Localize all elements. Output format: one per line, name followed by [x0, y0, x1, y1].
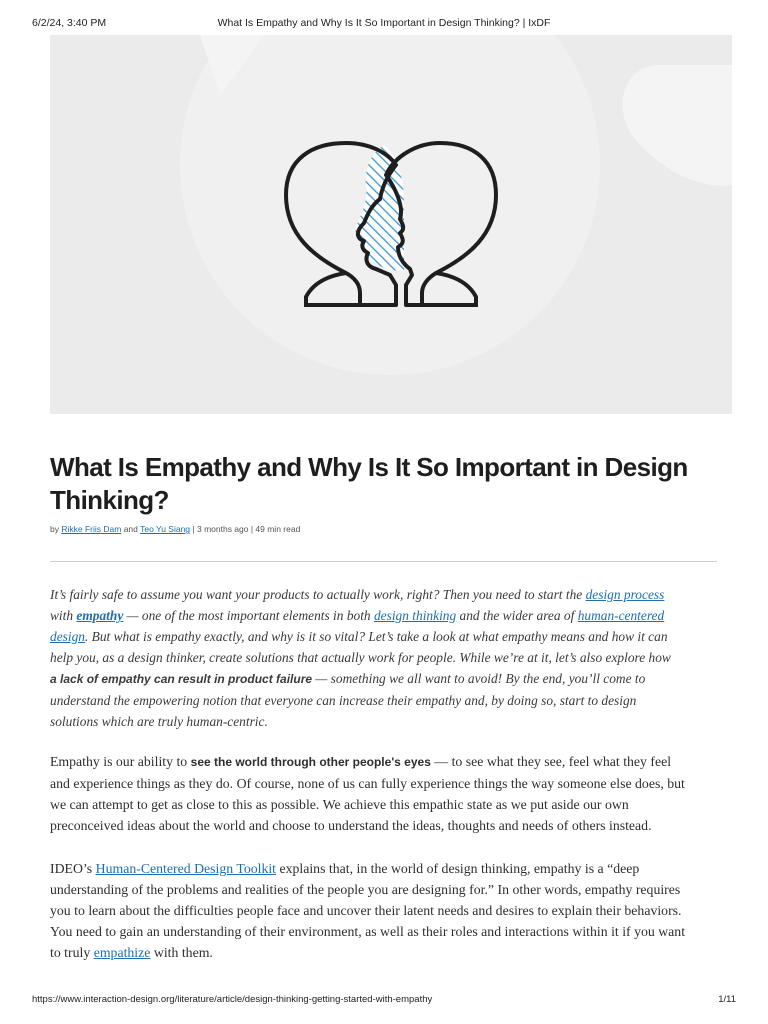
- byline-prefix: by: [50, 524, 62, 534]
- author-link-teo-yu-siang[interactable]: Teo Yu Siang: [140, 524, 191, 534]
- print-datetime: 6/2/24, 3:40 PM: [32, 17, 107, 29]
- link-design-process[interactable]: design process: [585, 587, 665, 602]
- link-human-centered-design-toolkit[interactable]: Human-Centered Design Toolkit: [95, 861, 277, 876]
- body-paragraph-2: [50, 858, 686, 963]
- paragraph-text: explains that, in the world of design thinking, empathy is a “deep understanding of the problems and realities of the people you are designing for.” In other words, empathy requires you to learn about the difficulties people face and uncover their latent needs and desires to explain their behaviors. You need to gain an understanding of their environment, as well as their roles and interactions within it if you want to truly: [50, 861, 686, 960]
- print-page-number: 1/11: [718, 994, 736, 1005]
- hero-image: [50, 35, 732, 414]
- paragraph-text: with them.: [150, 945, 213, 960]
- print-doc-title: What Is Empathy and Why Is It So Important in Design Thinking? | IxDF: [217, 17, 551, 29]
- byline: [50, 524, 300, 534]
- paragraph-text: — to see what they see, feel what they feel and experience things as they do. Of course, none of us can fully experience things the way someone else does, but we can attempt to get as close to this as possible. We achieve this empathic state as we put aside our own preconceived ideas about the world and choose to understand the ideas, thoughts and needs of others instead.: [50, 754, 685, 833]
- link-human-centered-design[interactable]: human-centered design: [50, 608, 665, 644]
- intro-text: — one of the most important elements in both: [123, 608, 374, 623]
- print-header: [32, 17, 736, 31]
- print-footer: [32, 994, 736, 1008]
- author-link-rikke-friis-dam[interactable]: Rikke Friis Dam: [61, 524, 122, 534]
- byline-meta: | 3 months ago | 49 min read: [190, 524, 301, 534]
- link-design-thinking[interactable]: design thinking: [373, 608, 457, 623]
- paragraph-text: IDEO’s: [50, 861, 96, 876]
- divider: [50, 561, 717, 562]
- link-empathy[interactable]: empathy: [76, 608, 124, 623]
- paragraph-emphasis: see the world through other people's eyes: [190, 755, 431, 769]
- article-title: What Is Empathy and Why Is It So Important in Design Thinking?: [50, 452, 688, 515]
- intro-text: with: [50, 608, 77, 623]
- paragraph-text: Empathy is our ability to: [50, 754, 191, 769]
- two-heads-overlapping-profile-icon: [50, 35, 732, 414]
- intro-text: and the wider area of: [456, 608, 578, 623]
- intro-text: . But what is empathy exactly, and why is it so vital? Let’s take a look at what empathy means and how it can help you, as a design thinker, create solutions that actually work for people. While we’re at it, let’s also explore how: [50, 629, 671, 665]
- link-empathize[interactable]: empathize: [93, 945, 151, 960]
- print-url: https://www.interaction-design.org/literature/article/design-thinking-getting-started-with-empathy: [32, 994, 433, 1005]
- intro-text: It’s fairly safe to assume you want your products to actually work, right? Then you need to start the: [50, 587, 586, 602]
- body-paragraph-1: [50, 751, 686, 836]
- byline-joiner: and: [121, 524, 141, 534]
- intro-text: — something we all want to avoid! By the end, you’ll come to understand the empowering notion that everyone can increase their empathy and, by doing so, start to design solutions which are truly human-centric.: [50, 671, 646, 729]
- intro-emphasis: a lack of empathy can result in product failure: [50, 672, 313, 686]
- intro-paragraph: [50, 584, 680, 732]
